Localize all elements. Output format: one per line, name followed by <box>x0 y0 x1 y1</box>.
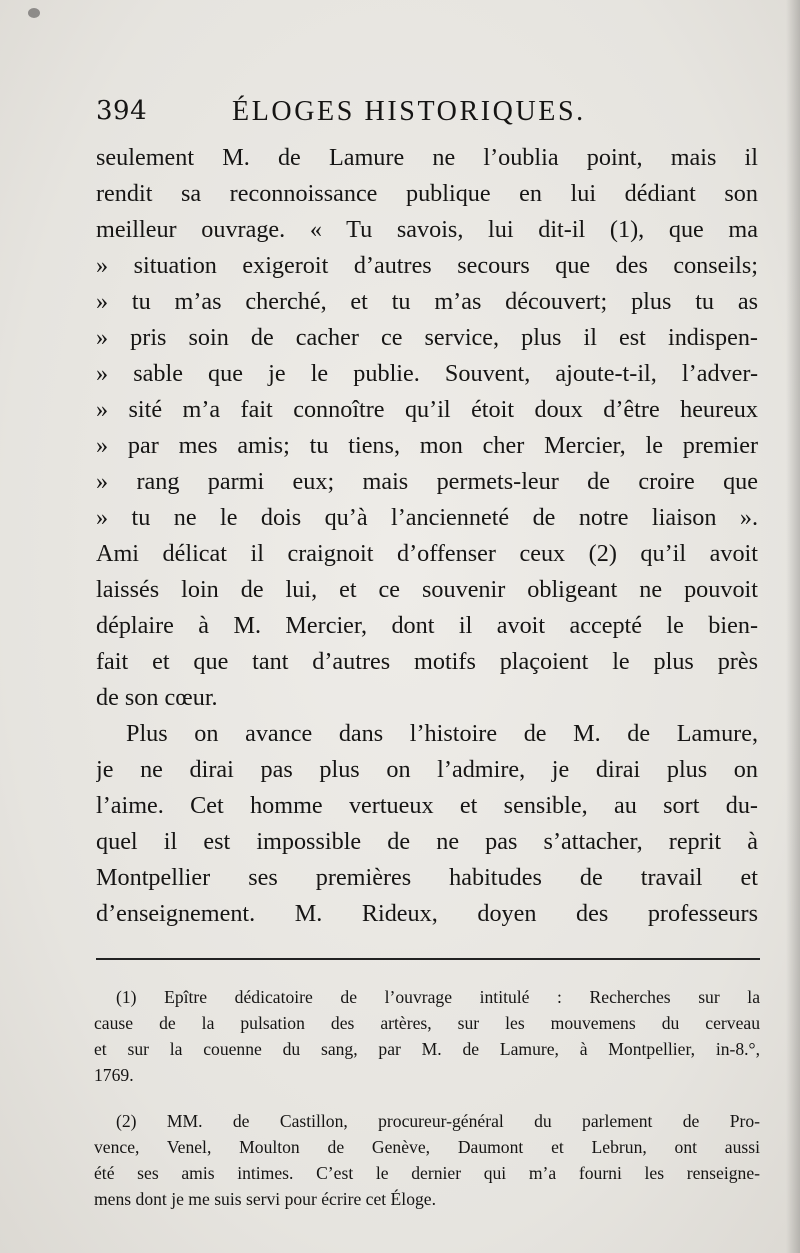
text-line: d’enseignement. M. Rideux, doyen des professeurs <box>96 900 758 927</box>
text-line: je ne dirai pas plus on l’admire, je dirai plus on <box>96 756 758 783</box>
paragraph-start-line: Plus on avance dans l’histoire de M. de Lamure, <box>126 720 758 747</box>
text-line: » sable que je le publie. Souvent, ajoute-t-il, l’adver- <box>96 360 758 387</box>
footnote-line: (1) Epître dédicatoire de l’ouvrage intitulé : Recherches sur la <box>116 987 760 1007</box>
text-line: » par mes amis; tu tiens, mon cher Mercier, le premier <box>96 432 758 459</box>
footnote-line: cause de la pulsation des artères, sur les mouvemens du cerveau <box>94 1013 760 1033</box>
text-line: Ami délicat il craignoit d’offenser ceux (2) qu’il avoit <box>96 540 758 567</box>
ink-speck <box>28 8 40 18</box>
page-header <box>96 96 758 134</box>
page-edge-shadow <box>786 0 800 1253</box>
footnote-divider <box>96 958 760 960</box>
text-line: » tu ne le dois qu’à l’ancienneté de notre liaison ». <box>96 504 758 531</box>
text-line: fait et que tant d’autres motifs plaçoient le plus près <box>96 648 758 675</box>
text-line: Montpellier ses premières habitudes de travail et <box>96 864 758 891</box>
footnote-2 <box>94 1108 760 1212</box>
text-line: l’aime. Cet homme vertueux et sensible, au sort du- <box>96 792 758 819</box>
text-line: » pris soin de cacher ce service, plus il est indispen- <box>96 324 758 351</box>
footnotes <box>94 984 760 1232</box>
footnote-line: mens dont je me suis servi pour écrire cet Éloge. <box>94 1189 436 1209</box>
page-number: 394 <box>96 96 148 126</box>
footnote-line: (2) MM. de Castillon, procureur-général du parlement de Pro- <box>116 1111 760 1131</box>
body-text <box>96 140 758 932</box>
text-line: quel il est impossible de ne pas s’attacher, reprit à <box>96 828 758 855</box>
text-line: déplaire à M. Mercier, dont il avoit accepté le bien- <box>96 612 758 639</box>
footnote-1 <box>94 984 760 1088</box>
text-line: » rang parmi eux; mais permets-leur de croire que <box>96 468 758 495</box>
running-title: ÉLOGES HISTORIQUES. <box>232 96 586 127</box>
footnote-line: 1769. <box>94 1065 134 1085</box>
text-line: meilleur ouvrage. « Tu savois, lui dit-il (1), que ma <box>96 216 758 243</box>
text-line: » sité m’a fait connoître qu’il étoit doux d’être heureux <box>96 396 758 423</box>
footnote-line: et sur la couenne du sang, par M. de Lamure, à Montpellier, in-8.°, <box>94 1039 760 1059</box>
text-line: » situation exigeroit d’autres secours que des conseils; <box>96 252 758 279</box>
footnote-line: vence, Venel, Moulton de Genève, Daumont et Lebrun, ont aussi <box>94 1137 760 1157</box>
text-line: » tu m’as cherché, et tu m’as découvert; plus tu as <box>96 288 758 315</box>
footnote-line: été ses amis intimes. C’est le dernier qui m’a fourni les renseigne- <box>94 1163 760 1183</box>
text-line: rendit sa reconnoissance publique en lui dédiant son <box>96 180 758 207</box>
text-line: laissés loin de lui, et ce souvenir obligeant ne pouvoit <box>96 576 758 603</box>
text-line: de son cœur. <box>96 684 218 711</box>
text-line: seulement M. de Lamure ne l’oublia point, mais il <box>96 144 758 171</box>
